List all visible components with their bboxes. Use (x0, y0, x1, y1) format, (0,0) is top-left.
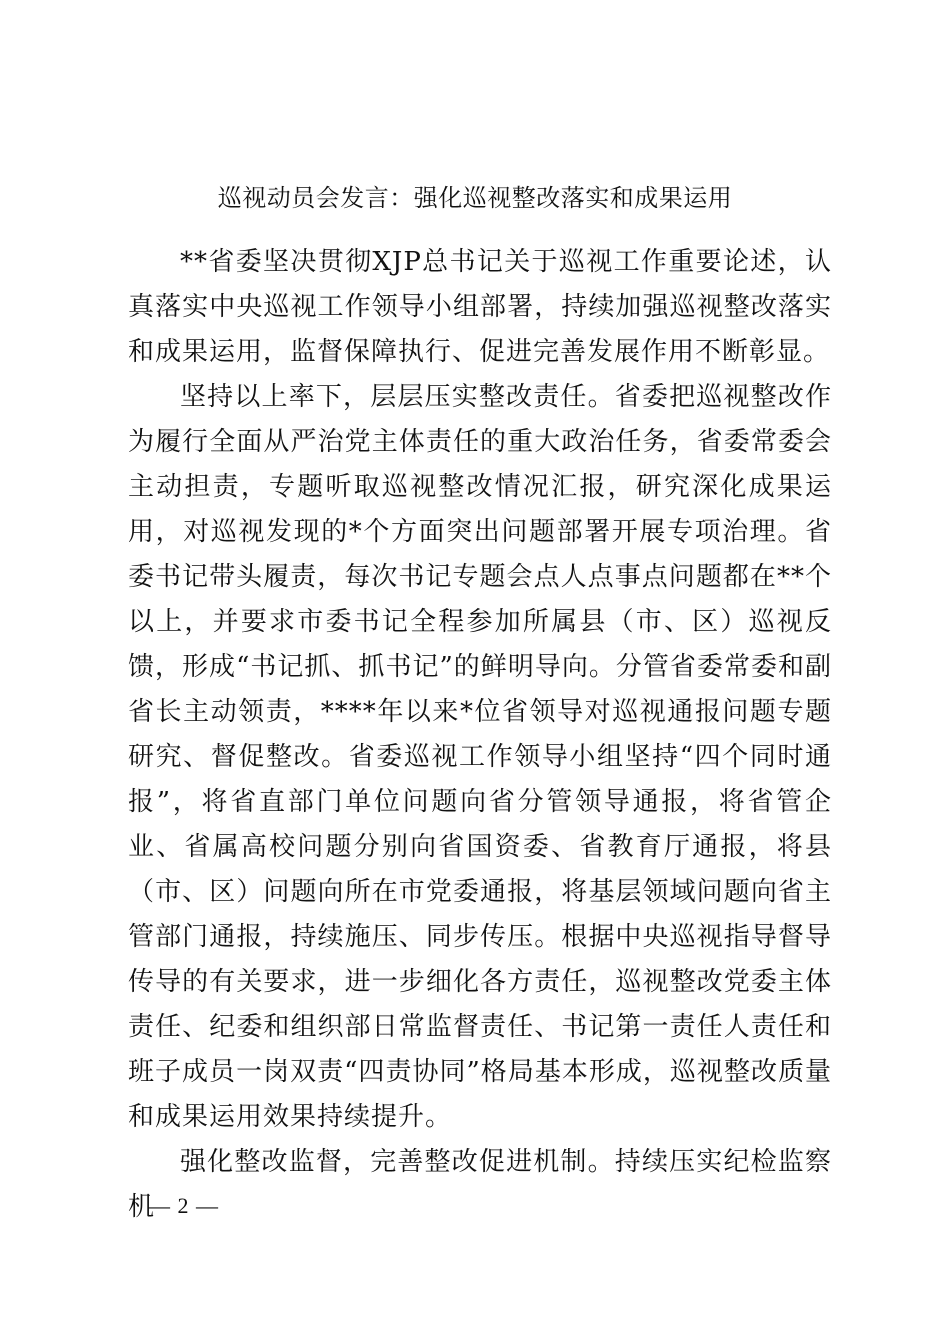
document-body (128, 240, 832, 1230)
paragraph-responsibility: 坚持以上率下，层层压实整改责任。省委把巡视整改作为履行全面从严治党主体责任的重大政治任务，省委常委会主动担责，专题听取巡视整改情况汇报，研究深化成果运用，对巡视发现的*个方面突出问题部署开展专项治理。省委书记带头履责，每次书记专题会点人点事点问题都在**个以上，并要求市委书记全程参加所属县（市、区）巡视反馈，形成“书记抓、抓书记”的鲜明导向。分管省委常委和副省长主动领责，****年以来*位省领导对巡视通报问题专题研究、督促整改。省委巡视工作领导小组坚持“四个同时通报”，将省直部门单位问题向省分管领导通报，将省管企业、省属高校问题分别向省国资委、省教育厅通报，将县（市、区）问题向所在市党委通报，将基层领域问题向省主管部门通报，持续施压、同步传压。根据中央巡视指导督导传导的有关要求，进一步细化各方责任，巡视整改党委主体责任、纪委和组织部日常监督责任、书记第一责任人责任和班子成员一岗双责“四责协同”格局基本形成，巡视整改质量和成果运用效果持续提升。 (128, 382, 832, 1132)
paragraph-supervision: 强化整改监督，完善整改促进机制。持续压实纪检监察机 (128, 1147, 832, 1222)
page-number: — 2 — (148, 1193, 219, 1218)
document-title: 巡视动员会发言：强化巡视整改落实和成果运用 (217, 184, 733, 212)
paragraph-intro: **省委坚决贯彻XJP总书记关于巡视工作重要论述，认真落实中央巡视工作领导小组部署，持续加强巡视整改落实和成果运用，监督保障执行、促进完善发展作用不断彰显。 (128, 247, 832, 367)
